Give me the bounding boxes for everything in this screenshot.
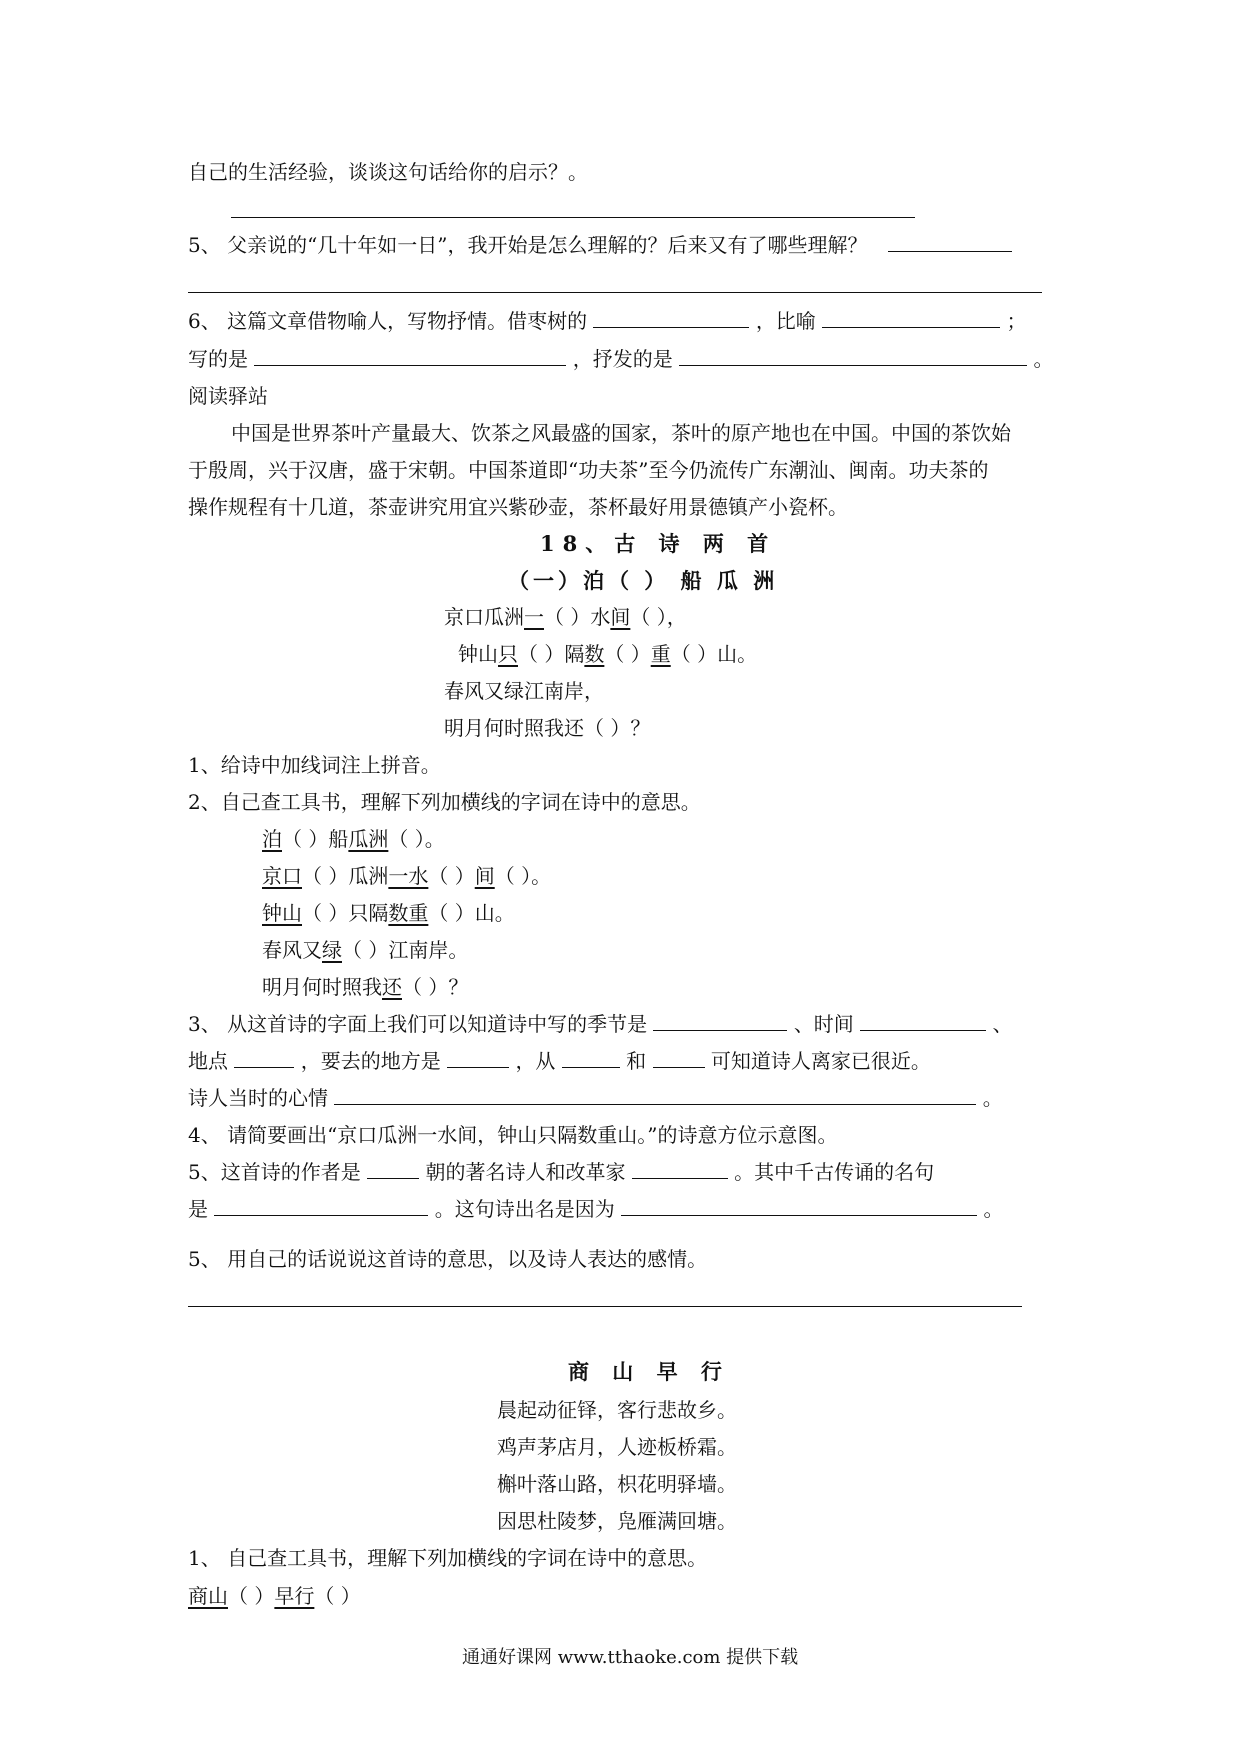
answer-blank	[653, 1047, 705, 1068]
underlined-word: 绿	[322, 938, 342, 962]
gloss-text: 明月何时照我	[262, 975, 382, 999]
question-6-cont	[188, 345, 1053, 373]
answer-blank	[447, 1047, 509, 1068]
question-1: 1、给诗中加线词注上拼音。	[188, 753, 441, 777]
answer-blank	[860, 1010, 986, 1031]
question-text: 3、 从这首诗的字面上我们可以知道诗中写的季节是	[188, 1012, 648, 1036]
question-text: 地点	[188, 1049, 228, 1073]
underlined-word: 泊	[262, 827, 282, 851]
gloss-text: （ ）。	[494, 864, 552, 888]
section-heading: 阅读驿站	[188, 384, 268, 408]
question-text: 5、这首诗的作者是	[188, 1160, 361, 1184]
question-3-cont	[188, 1047, 931, 1075]
poem-title: （一）泊（ ） 船 瓜 洲	[508, 568, 779, 593]
question-text: 。	[982, 1086, 1003, 1110]
gloss-text: （ ）	[228, 1584, 275, 1608]
question-text: ，从	[515, 1049, 556, 1073]
gloss-row-2	[262, 862, 551, 890]
gloss-text: （ ）瓜洲	[302, 864, 389, 888]
poem-line-2	[458, 640, 757, 668]
gloss-row-5	[262, 973, 468, 1001]
underlined-word: 商山	[188, 1584, 228, 1608]
question-text: ，比喻	[755, 309, 816, 333]
poem2-line-1: 晨起动征铎，客行悲故乡。	[497, 1398, 737, 1422]
poem2-line-4: 因思杜陵梦，凫雁满回塘。	[497, 1509, 737, 1533]
gloss-text: （ ）。	[388, 827, 445, 851]
question-text: 、	[992, 1012, 1013, 1036]
poem2-title: 商 山 早 行	[568, 1359, 730, 1384]
question-6	[188, 307, 1027, 335]
underlined-word: 一	[524, 605, 544, 629]
underlined-word: 瓜洲	[348, 827, 389, 851]
question-text: 写的是	[188, 347, 248, 371]
underlined-word: 只	[498, 642, 518, 666]
answer-blank	[593, 307, 749, 328]
answer-line	[231, 217, 915, 218]
paragraph-line: 中国是世界茶叶产量最大、饮茶之风最盛的国家，茶叶的原产地也在中国。中国的茶饮始	[231, 421, 1011, 445]
gloss-text: （ ）？	[402, 975, 469, 999]
poem-text: （ ）水	[544, 605, 611, 629]
underlined-word: 早行	[274, 1584, 315, 1608]
question-text: 和	[626, 1049, 647, 1073]
question-text: 。	[1033, 347, 1054, 371]
answer-blank	[334, 1084, 976, 1105]
underlined-word: 钟山	[262, 901, 302, 925]
underlined-word: 间	[474, 864, 495, 888]
underlined-word: 重	[650, 642, 671, 666]
answer-line	[188, 292, 1042, 293]
question-text: 。这句诗出名是因为	[434, 1197, 615, 1221]
underlined-word: 京口	[262, 864, 302, 888]
poem2-line-2: 鸡声茅店月，人迹板桥霜。	[497, 1435, 737, 1459]
gloss-text: 春风又	[262, 938, 322, 962]
question-text: 可知道诗人离家已很近。	[710, 1049, 931, 1073]
answer-blank	[621, 1195, 977, 1216]
answer-blank	[367, 1158, 419, 1179]
answer-blank	[888, 231, 1012, 252]
question-5-author	[188, 1158, 934, 1186]
question-3-mood	[188, 1084, 1003, 1112]
question-text: 诗人当时的心情	[188, 1086, 328, 1110]
answer-line	[188, 1306, 1022, 1307]
question-5-cont	[188, 1195, 1003, 1223]
question-4: 4、 请简要画出“京口瓜洲一水间，钟山只隔数重山。”的诗意方位示意图。	[188, 1123, 838, 1147]
question-text: 朝的著名诗人和改革家	[425, 1160, 626, 1184]
poem-text: 京口瓜洲	[444, 605, 524, 629]
gloss-row-4	[262, 936, 468, 964]
text-line: 自己的生活经验，谈谈这句话给你的启示？。	[188, 160, 588, 184]
question-3	[188, 1010, 1013, 1038]
poem2-question-1: 1、 自己查工具书，理解下列加横线的字词在诗中的意思。	[188, 1546, 708, 1570]
underlined-word: 间	[610, 605, 631, 629]
gloss-text: （ ）山。	[428, 901, 515, 925]
gloss-row-3	[262, 899, 515, 927]
gloss-text: （ ）	[428, 864, 475, 888]
question-text: ；	[1006, 309, 1027, 333]
poem-line-4: 明月何时照我还（ ）？	[444, 716, 651, 740]
footer: 通通好课网 www.tthaoke.com 提供下载	[462, 1647, 799, 1668]
poem2-gloss-row	[188, 1582, 361, 1610]
poem2-line-3: 槲叶落山路，枳花明驿墙。	[497, 1472, 737, 1496]
poem-text: （ ）隔	[518, 642, 585, 666]
answer-blank	[562, 1047, 620, 1068]
poem-line-1	[444, 603, 687, 631]
question-5-meaning: 5、 用自己的话说说这首诗的意思，以及诗人表达的感情。	[188, 1247, 708, 1271]
underlined-word: 还	[382, 975, 402, 999]
question-text: 。	[983, 1197, 1004, 1221]
poem-text: （ ），	[630, 605, 687, 629]
gloss-text: （ ）只隔	[302, 901, 389, 925]
answer-blank	[214, 1195, 428, 1216]
underlined-word: 一水	[388, 864, 429, 888]
gloss-text: （ ）	[314, 1584, 361, 1608]
gloss-text: （ ）江南岸。	[342, 938, 469, 962]
answer-blank	[822, 307, 1000, 328]
paragraph-line: 操作规程有十几道，茶壶讲究用宜兴紫砂壶，茶杯最好用景德镇产小瓷杯。	[188, 495, 848, 519]
question-2: 2、自己查工具书，理解下列加横线的字词在诗中的意思。	[188, 790, 701, 814]
poem-text: （ ）山。	[670, 642, 758, 666]
question-text: ，抒发的是	[572, 347, 673, 371]
question-text: 。其中千古传诵的名句	[734, 1160, 935, 1184]
question-text: 5、 父亲说的“几十年如一日”，我开始是怎么理解的？后来又有了哪些理解？	[188, 233, 868, 257]
answer-blank	[632, 1158, 728, 1179]
gloss-row-1	[262, 825, 445, 853]
answer-blank	[679, 345, 1027, 366]
answer-blank	[234, 1047, 294, 1068]
question-text: 是	[188, 1197, 208, 1221]
question-text: 6、 这篇文章借物喻人，写物抒情。借枣树的	[188, 309, 588, 333]
paragraph-line: 于殷周，兴于汉唐，盛于宋朝。中国茶道即“功夫茶”至今仍流传广东潮汕、闽南。功夫茶的	[188, 458, 989, 482]
question-text: 、时间	[793, 1012, 854, 1036]
question-5	[188, 231, 1012, 259]
gloss-text: （ ）船	[282, 827, 349, 851]
answer-blank	[254, 345, 566, 366]
poem-text: （ ）	[604, 642, 651, 666]
question-text: ，要去的地方是	[300, 1049, 441, 1073]
poem-text: 钟山	[458, 642, 498, 666]
answer-blank	[653, 1010, 787, 1031]
poem-line-3: 春风又绿江南岸，	[444, 679, 604, 703]
underlined-word: 数重	[388, 901, 429, 925]
lesson-title: 18、古 诗 两 首	[540, 531, 777, 556]
underlined-word: 数	[584, 642, 605, 666]
